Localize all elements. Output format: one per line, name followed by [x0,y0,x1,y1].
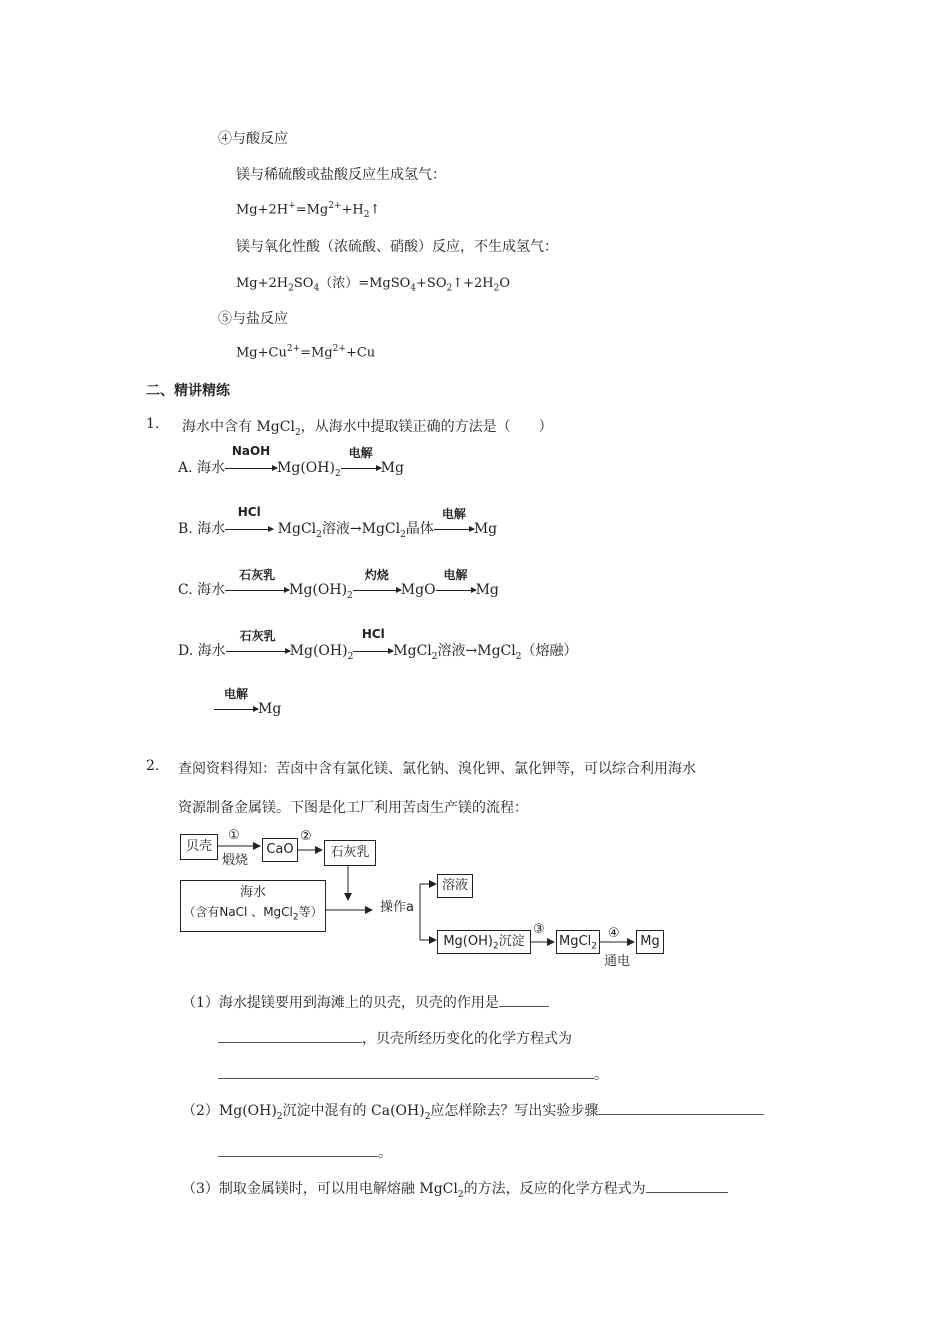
option-c[interactable]: C. 海水 石灰乳 $Mg(OH)_2$ 灼烧 MgO 电解 Mg [178,568,499,601]
section-4-line1: 镁与稀硫酸或盐酸反应生成氢气： [236,167,446,183]
answer-blank[interactable] [218,1028,362,1043]
arrow-electrolysis: 电解 [436,582,476,598]
option-d[interactable]: D. 海水 石灰乳 $Mg(OH)_2$ HCl MgCl$_2$溶液→MgCl$_2$（熔融） [178,627,578,662]
arrow-lime-milk: 石灰乳 [225,582,289,598]
equation-mg-acid: $Mg+2H^+=Mg^{2+}+H_2↑$ [236,201,381,220]
electrify-label: 通电 [604,954,631,969]
arrow-hcl: HCl [353,643,393,659]
section-4-heading: ④与酸反应 [218,131,288,147]
step-3-label: ③ [533,922,545,937]
answer-blank[interactable] [218,1142,378,1157]
calcine-label: 煅烧 [222,853,249,868]
arrow-lime-milk: 石灰乳 [226,643,290,659]
option-c-label: C. 海水 [178,582,226,598]
operation-a-label: 操作a [380,900,414,915]
q2-part1-line2: ，贝壳所经历变化的化学方程式为 [218,1028,572,1048]
seawater-label: 海水 [239,885,266,900]
q1-number: 1. [146,416,160,432]
equation-mg-cu: $Mg+Cu^{2+}=Mg^{2+}+Cu$ [236,344,376,361]
option-d-continued: 电解 Mg [214,701,281,717]
box-solution: 溶液 [437,874,473,898]
box-lime-milk: 石灰乳 [324,840,376,866]
arrow-electrolysis: 电解 [434,521,474,537]
q2-number: 2. [146,758,160,774]
seawater-note: （含有NaCl 、MgCl$_2$等） [183,904,323,922]
q2-part2: $(2)Mg(OH)_2$沉淀中混有的 $Ca(OH)_2$应怎样除去？写出实验步骤 [182,1100,764,1122]
box-mgoh2-precipitate: $Mg(OH)_2$沉淀 [437,930,531,954]
q2-line2: 资源制备金属镁。下图是化工厂利用苦卤生产镁的流程： [178,800,528,816]
q2-line1: 查阅资料得知：苦卤中含有氯化镁、氯化钠、溴化钾、氯化钾等，可以综合利用海水 [178,761,696,777]
arrow-naoh: NaOH [225,460,277,476]
step-1-label: ① [228,828,240,843]
answer-blank[interactable] [598,1100,764,1115]
box-mg: Mg [636,930,664,954]
answer-blank[interactable] [499,992,549,1007]
arrow-electrolysis: 电解 [341,460,381,476]
equation-mg-h2so4-middle: （浓）=MgSO [319,276,411,291]
q2-part1: （1）海水提镁要用到海滩上的贝壳，贝壳的作用是 [182,992,549,1012]
box-seawater [180,880,326,932]
q2-part2-line2: 。 [218,1142,392,1162]
q2-part3: （3）制取金属镁时，可以用电解熔融 MgCl$_2$的方法，反应的化学方程式为 [182,1178,728,1200]
section-5-heading: ⑤与盐反应 [218,311,288,327]
option-d-label: D. 海水 [178,643,226,659]
section-2-title: 二、精讲精练 [146,383,230,399]
step-2-label: ② [300,829,312,844]
arrow-hcl: HCl [225,521,273,537]
option-a[interactable]: A. 海水 NaOH $Mg(OH)_2$ 电解 Mg [178,444,404,479]
box-mgcl2: MgCl$_2$ [556,930,600,954]
arrow-calcine: 灼烧 [353,582,401,598]
option-b[interactable]: B. 海水 HCl MgCl$_2$溶液→MgCl$_2$晶体 电解 Mg [178,505,498,540]
section-4-line2: 镁与氧化性酸（浓硫酸、硝酸）反应，不生成氢气： [236,239,558,255]
step-4-label: ④ [608,926,620,941]
answer-blank[interactable] [646,1178,728,1193]
q2-part1-line3: 。 [218,1064,608,1084]
arrow-electrolysis: 电解 [214,701,258,717]
box-shell: 贝壳 [180,834,218,860]
option-a-label: A. 海水 [178,460,226,476]
q1-stem: 海水中含有 MgCl$_2$，从海水中提取镁正确的方法是（ ） [182,419,553,438]
answer-blank[interactable] [218,1064,594,1079]
option-b-label: B. 海水 [178,521,226,537]
box-cao: CaO [262,838,298,862]
equation-mg-h2so4: $Mg+2H_2SO_4$（浓）$=MgSO_4+SO_2↑+2H_2O$ [236,276,511,294]
